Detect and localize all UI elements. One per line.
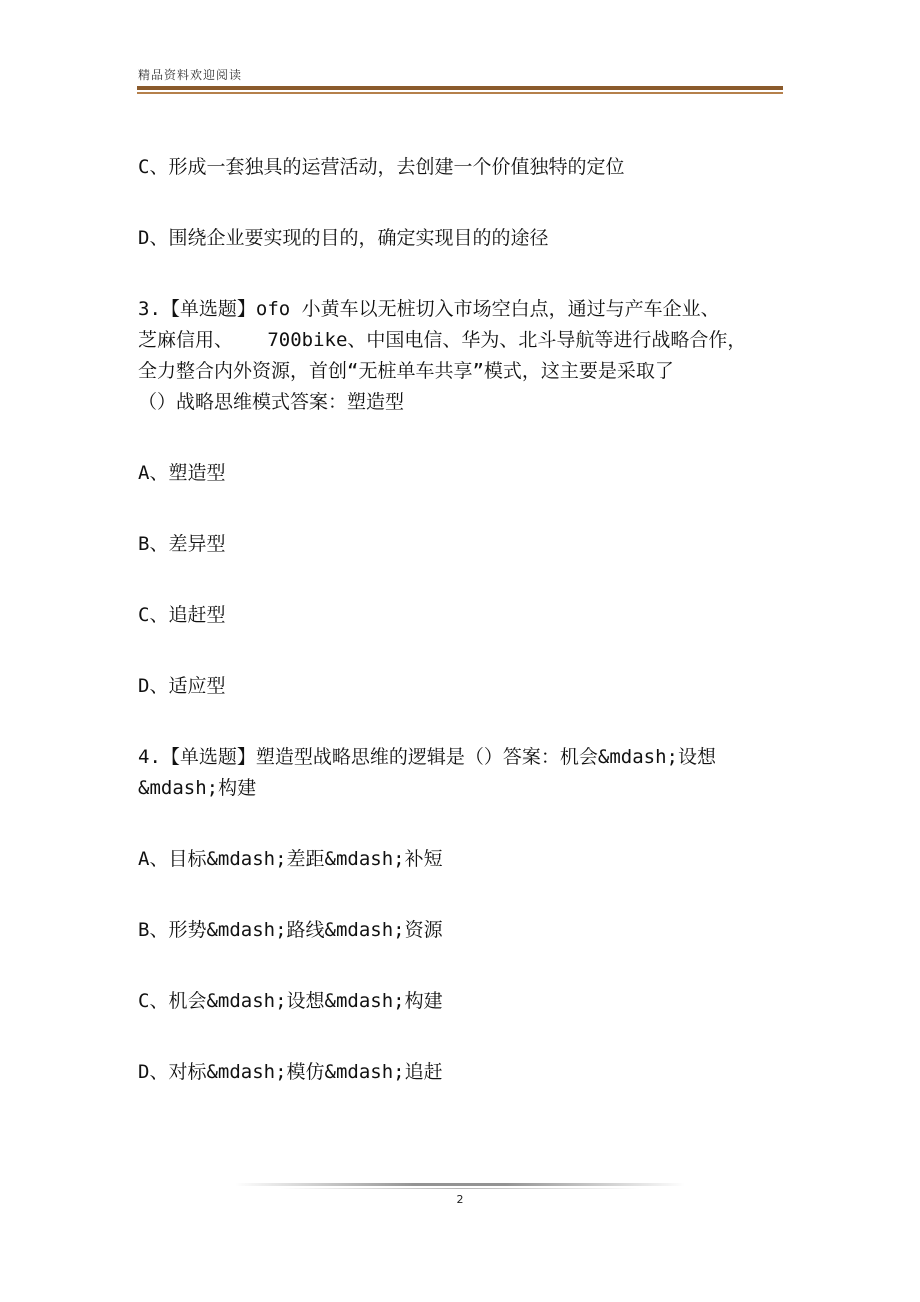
option-text: A、塑造型	[138, 462, 226, 484]
option-text: A、目标&mdash;差距&mdash;补短	[138, 848, 443, 870]
question-4	[138, 742, 788, 804]
question-line: （）战略思维模式答案：塑造型	[138, 391, 405, 413]
question-line: 全力整合内外资源，首创“无桩单车共享”模式，这主要是采取了	[138, 360, 674, 382]
question-line: &mdash;构建	[138, 777, 257, 799]
question-3-option-c	[138, 600, 788, 631]
option-text: B、形势&mdash;路线&mdash;资源	[138, 919, 443, 941]
question-line: 芝麻信用、 700bike、中国电信、华为、北斗导航等进行战略合作，	[138, 329, 747, 351]
question-line: 4.【单选题】塑造型战略思维的逻辑是（）答案：机会&mdash;设想	[138, 746, 716, 768]
question-4-option-d	[138, 1057, 788, 1088]
question-line: 3.【单选题】ofo 小黄车以无桩切入市场空白点，通过与产车企业、	[138, 298, 720, 320]
option-text: C、追赶型	[138, 604, 226, 626]
option-c-previous	[138, 152, 788, 183]
option-text: B、差异型	[138, 533, 226, 555]
footer-divider-thin	[280, 1188, 640, 1189]
option-text: C、形成一套独具的运营活动，去创建一个价值独特的定位	[138, 156, 625, 178]
option-text: D、对标&mdash;模仿&mdash;追赶	[138, 1061, 443, 1083]
option-text: D、围绕企业要实现的目的，确定实现目的的途径	[138, 227, 549, 249]
header-title: 精品资料欢迎阅读	[138, 68, 243, 82]
question-3-option-d	[138, 671, 788, 702]
question-3-option-a	[138, 458, 788, 489]
question-4-option-b	[138, 915, 788, 946]
question-4-option-c	[138, 986, 788, 1017]
option-text: C、机会&mdash;设想&mdash;构建	[138, 990, 443, 1012]
page-number: 2	[456, 1193, 464, 1206]
header-divider-thin	[137, 92, 783, 94]
question-3-option-b	[138, 529, 788, 560]
header-divider	[137, 86, 783, 90]
document-body	[138, 152, 788, 1128]
option-d-previous	[138, 223, 788, 254]
question-3	[138, 294, 788, 418]
question-4-option-a	[138, 844, 788, 875]
footer-divider	[235, 1183, 685, 1186]
option-text: D、适应型	[138, 675, 226, 697]
